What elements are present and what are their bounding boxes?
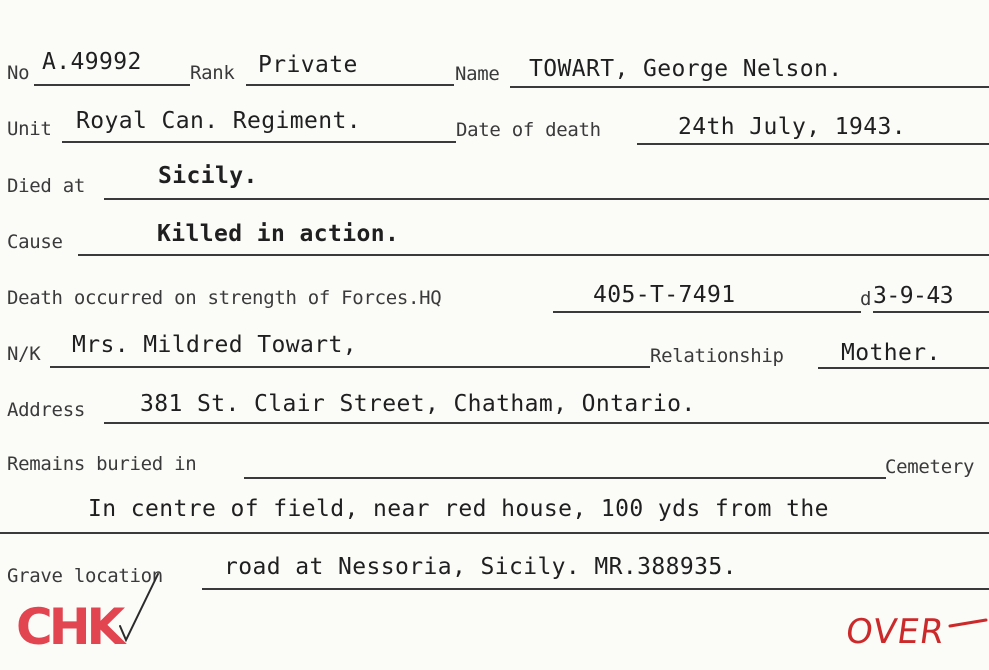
remains-label: Remains buried in [7,453,197,475]
strength-label: Death occurred on strength of Forces.HQ [7,287,442,309]
remains-line [244,477,886,479]
cause-line [78,254,989,256]
next-of-kin-label: N/K [7,343,41,365]
grave-line [202,588,989,590]
rank-label: Rank [190,62,235,84]
name-value: TOWART, George Nelson. [529,56,843,82]
chk-stamp: CHK [16,598,122,656]
grave-location-label: Grave location [7,565,163,587]
check-mark-icon [110,568,170,648]
date-of-death-value: 24th July, 1943. [678,114,906,140]
address-line [104,422,989,424]
address-label: Address [7,399,85,421]
name-line [510,86,989,88]
service-number-value: A.49992 [42,49,142,75]
address-value: 381 St. Clair Street, Chatham, Ontario. [140,391,696,417]
unit-line [62,141,456,143]
grave-location-line2: road at Nessoria, Sicily. MR.388935. [224,554,737,580]
dated-value: 3-9-43 [873,283,954,309]
date-of-death-line [637,143,989,145]
unit-value: Royal Can. Regiment. [76,108,361,134]
rank-value: Private [258,52,358,78]
died-at-value: Sicily. [158,163,258,189]
relationship-label: Relationship [650,345,784,367]
name-label: Name [455,63,500,85]
cause-label: Cause [7,231,63,253]
died-at-label: Died at [7,175,85,197]
dated-label: d [860,288,872,310]
died-at-line [104,198,989,200]
strength-line [553,311,861,313]
strength-value: 405-T-7491 [593,282,736,308]
next-of-kin-value: Mrs. Mildred Towart, [72,332,357,358]
relationship-value: Mother. [841,340,941,366]
unit-label: Unit [7,118,52,140]
over-note: OVER [843,612,948,652]
grave-upper-line [0,532,989,534]
over-dash-mark [948,614,989,634]
dated-line [873,311,989,313]
grave-location-line1: In centre of field, near red house, 100 yds from the [88,496,829,522]
cemetery-label: Cemetery [885,456,975,478]
cause-value: Killed in action. [157,221,400,247]
relationship-line [818,367,989,369]
service-number-line [34,84,190,86]
next-of-kin-line [50,366,650,368]
rank-line [246,84,454,86]
service-number-label: No [7,62,30,84]
date-of-death-label: Date of death [456,119,601,141]
